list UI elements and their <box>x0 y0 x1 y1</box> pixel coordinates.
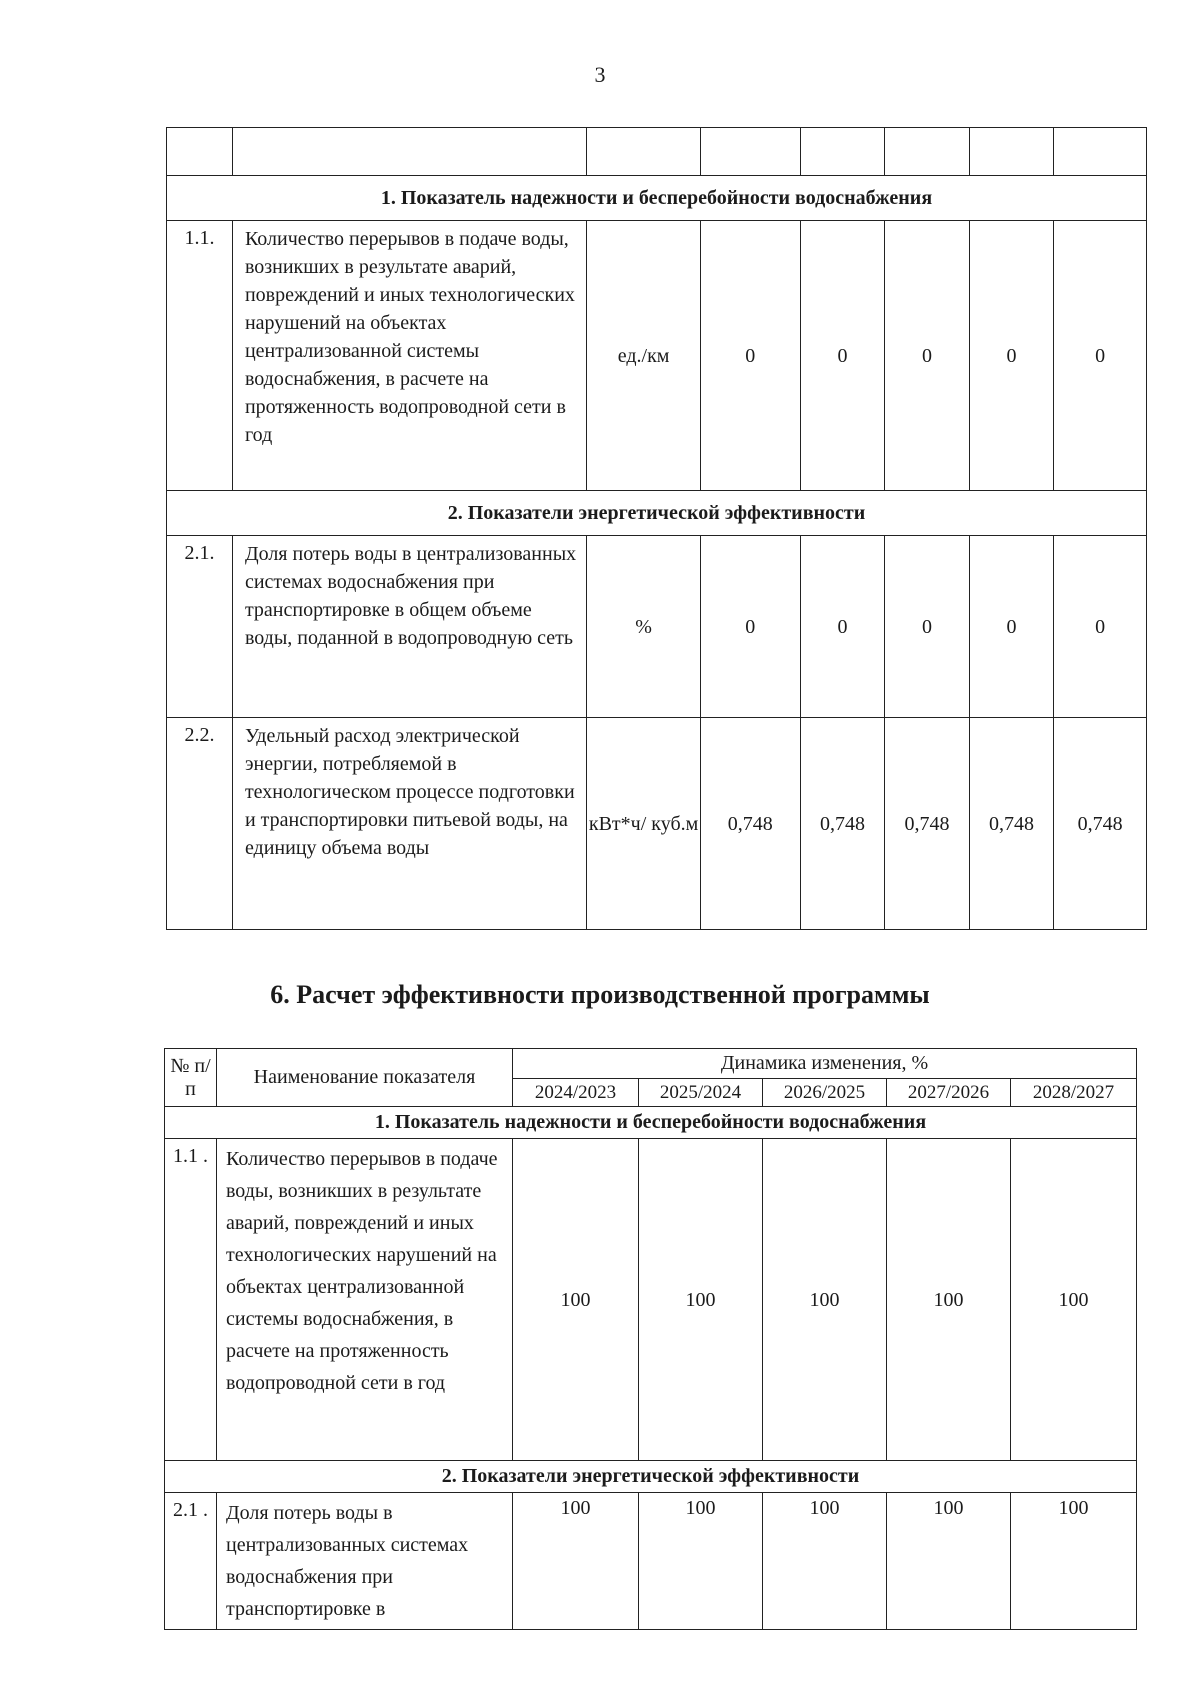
table-row <box>167 718 1147 930</box>
header-cell <box>167 128 233 176</box>
value-cell: 0 <box>800 221 885 491</box>
value-cell: 0 <box>885 221 970 491</box>
value-cell: 100 <box>513 1139 639 1461</box>
header-cell <box>232 128 586 176</box>
unit-cell: кВт*ч/ куб.м <box>587 718 700 930</box>
table-row <box>167 221 1147 491</box>
value-cell: 100 <box>1011 1493 1137 1630</box>
value-cell: 0,748 <box>1054 718 1147 930</box>
value-cell: 0 <box>885 536 970 718</box>
indicator-name: Удельный расход электрической энергии, потребляемой в технологическом процессе подготовки и транспортировки питьевой воды, на единицу объема воды <box>232 718 586 930</box>
value-cell: 100 <box>639 1139 763 1461</box>
value-cell: 0,748 <box>885 718 970 930</box>
header-year: 2028/2027 <box>1011 1079 1137 1107</box>
row-number: 2.2. <box>167 718 233 930</box>
value-cell: 0,748 <box>969 718 1054 930</box>
value-cell: 100 <box>887 1139 1011 1461</box>
row-number: 2.1 . <box>165 1493 217 1630</box>
table-row <box>167 536 1147 718</box>
unit-cell: % <box>587 536 700 718</box>
value-cell: 0 <box>700 221 800 491</box>
header-num: № п/п <box>165 1049 217 1107</box>
header-name: Наименование показателя <box>217 1049 513 1107</box>
indicator-name: Доля потерь воды в централизованных системах водоснабжения при транспортировке в общем объеме воды, поданной в водопроводную сеть <box>232 536 586 718</box>
section-title: 2. Показатели энергетической эффективности <box>165 1461 1137 1493</box>
efficiency-table <box>164 1048 1137 1630</box>
unit-cell: ед./км <box>587 221 700 491</box>
value-cell: 0 <box>1054 536 1147 718</box>
value-cell: 0,748 <box>800 718 885 930</box>
table-header-row <box>165 1049 1137 1079</box>
row-number: 1.1. <box>167 221 233 491</box>
row-number: 2.1. <box>167 536 233 718</box>
table-row <box>165 1139 1137 1461</box>
section-row <box>165 1461 1137 1493</box>
section-title: 2. Показатели энергетической эффективности <box>167 491 1147 536</box>
value-cell: 100 <box>763 1493 887 1630</box>
header-cell <box>1054 128 1147 176</box>
value-cell: 100 <box>639 1493 763 1630</box>
value-cell: 0 <box>1054 221 1147 491</box>
section-row <box>165 1107 1137 1139</box>
section-heading: 6. Расчет эффективности производственной программы <box>270 980 930 1009</box>
value-cell: 100 <box>763 1139 887 1461</box>
value-cell: 0 <box>969 221 1054 491</box>
header-year: 2024/2023 <box>513 1079 639 1107</box>
value-cell: 0 <box>800 536 885 718</box>
header-cell <box>700 128 800 176</box>
header-cell <box>885 128 970 176</box>
value-cell: 100 <box>513 1493 639 1630</box>
header-cell <box>969 128 1054 176</box>
header-year: 2026/2025 <box>763 1079 887 1107</box>
header-dynamics: Динамика изменения, % <box>513 1049 1137 1079</box>
value-cell: 100 <box>1011 1139 1137 1461</box>
table-header-row <box>167 128 1147 176</box>
section-row <box>167 176 1147 221</box>
row-number: 1.1 . <box>165 1139 217 1461</box>
header-cell <box>587 128 700 176</box>
section-row <box>167 491 1147 536</box>
page-number: 3 <box>594 62 606 87</box>
indicators-table <box>166 127 1147 930</box>
table-row <box>165 1493 1137 1630</box>
value-cell: 0 <box>700 536 800 718</box>
value-cell: 0 <box>969 536 1054 718</box>
indicator-name: Доля потерь воды в централизованных системах водоснабжения при транспортировке в <box>217 1493 513 1630</box>
header-year: 2025/2024 <box>639 1079 763 1107</box>
section-title: 1. Показатель надежности и бесперебойности водоснабжения <box>167 176 1147 221</box>
header-year: 2027/2026 <box>887 1079 1011 1107</box>
value-cell: 0,748 <box>700 718 800 930</box>
header-cell <box>800 128 885 176</box>
indicator-name: Количество перерывов в подаче воды, возникших в результате аварий, повреждений и иных технологических нарушений на объектах централизованной системы водоснабжения, в расчете на протяженность водопроводной сети в год <box>232 221 586 491</box>
indicator-name: Количество перерывов в подаче воды, возникших в результате аварий, повреждений и иных технологических нарушений на объектах централизованной системы водоснабжения, в расчете на протяженность водопроводной сети в год <box>217 1139 513 1461</box>
value-cell: 100 <box>887 1493 1011 1630</box>
section-title: 1. Показатель надежности и бесперебойности водоснабжения <box>165 1107 1137 1139</box>
